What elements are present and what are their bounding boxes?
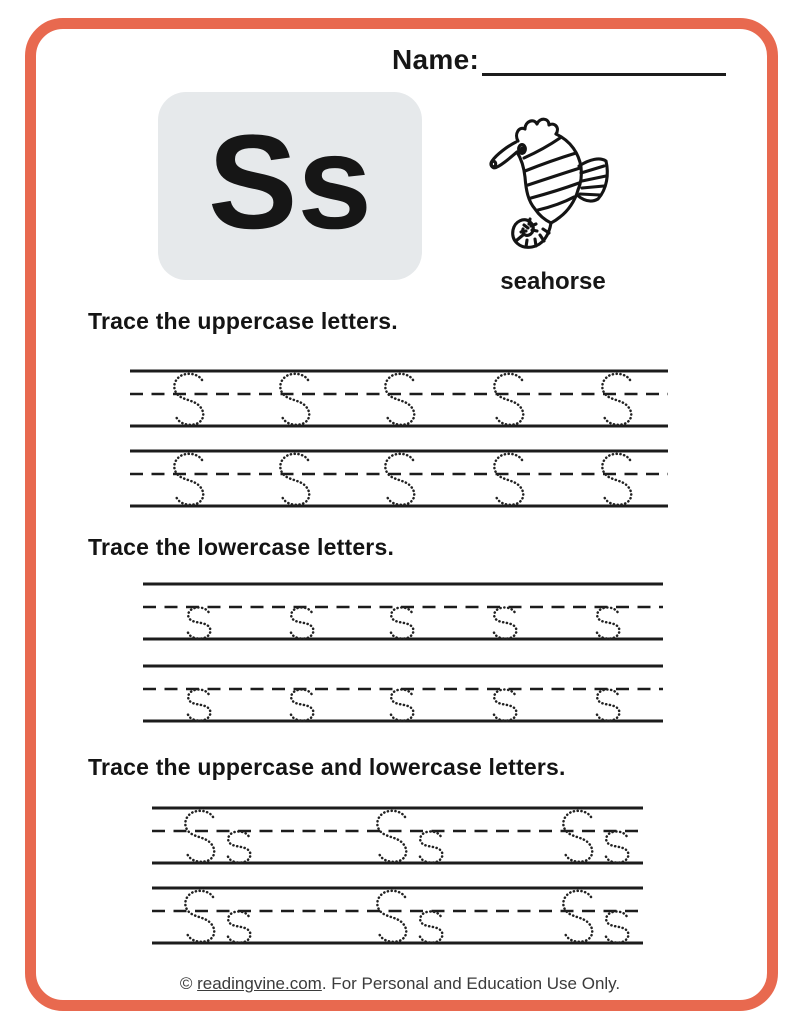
- trace-letter-s: [228, 832, 251, 863]
- trace-letter-s: [606, 832, 629, 863]
- trace-letter-S: [385, 374, 414, 425]
- trace-letter-s: [188, 608, 211, 639]
- trace-letter-s: [494, 690, 517, 721]
- trace-letter-S: [385, 454, 414, 505]
- trace-letter-s: [188, 690, 211, 721]
- tracing-row: [128, 447, 670, 514]
- trace-letter-S: [280, 374, 309, 425]
- trace-letter-S: [563, 891, 592, 942]
- seahorse-icon: [478, 94, 628, 271]
- trace-letter-S: [602, 454, 631, 505]
- tracing-row: [150, 884, 645, 951]
- tracing-row: [141, 662, 665, 729]
- trace-letter-S: [602, 374, 631, 425]
- trace-letter-S: [174, 374, 203, 425]
- trace-letter-s: [420, 832, 443, 863]
- trace-letter-S: [174, 454, 203, 505]
- trace-letter-S: [377, 811, 406, 862]
- section-heading-lowercase: Trace the lowercase letters.: [88, 534, 395, 560]
- trace-letter-s: [606, 912, 629, 943]
- trace-letter-s: [291, 690, 314, 721]
- trace-letter-s: [391, 690, 414, 721]
- trace-letter-s: [391, 608, 414, 639]
- footer-copyright: [0, 974, 800, 994]
- footer-prefix: ©: [179, 974, 198, 993]
- trace-letter-s: [228, 912, 251, 943]
- footer-suffix: . For Personal and Education Use Only.: [321, 974, 621, 993]
- tracing-row: [150, 804, 645, 871]
- name-label: Name:: [392, 44, 480, 75]
- name-write-line: [482, 73, 726, 76]
- trace-letter-S: [377, 891, 406, 942]
- footer-link[interactable]: readingvine.com: [197, 974, 322, 993]
- letter-card: [158, 92, 422, 280]
- section-heading-uppercase: Trace the uppercase letters.: [88, 308, 398, 334]
- trace-letter-S: [280, 454, 309, 505]
- trace-letter-S: [563, 811, 592, 862]
- trace-letter-s: [597, 608, 620, 639]
- trace-letter-S: [185, 811, 214, 862]
- trace-letter-S: [185, 891, 214, 942]
- trace-letter-s: [494, 608, 517, 639]
- section-heading-mixed: Trace the uppercase and lowercase letters.: [88, 754, 566, 780]
- tracing-row: [141, 580, 665, 647]
- trace-letter-s: [420, 912, 443, 943]
- tracing-row: [128, 367, 670, 434]
- letter-card-text: Ss: [208, 108, 372, 257]
- trace-letter-s: [291, 608, 314, 639]
- trace-letter-S: [494, 454, 523, 505]
- trace-letter-S: [494, 374, 523, 425]
- mascot-word: seahorse: [500, 268, 606, 295]
- trace-letter-s: [597, 690, 620, 721]
